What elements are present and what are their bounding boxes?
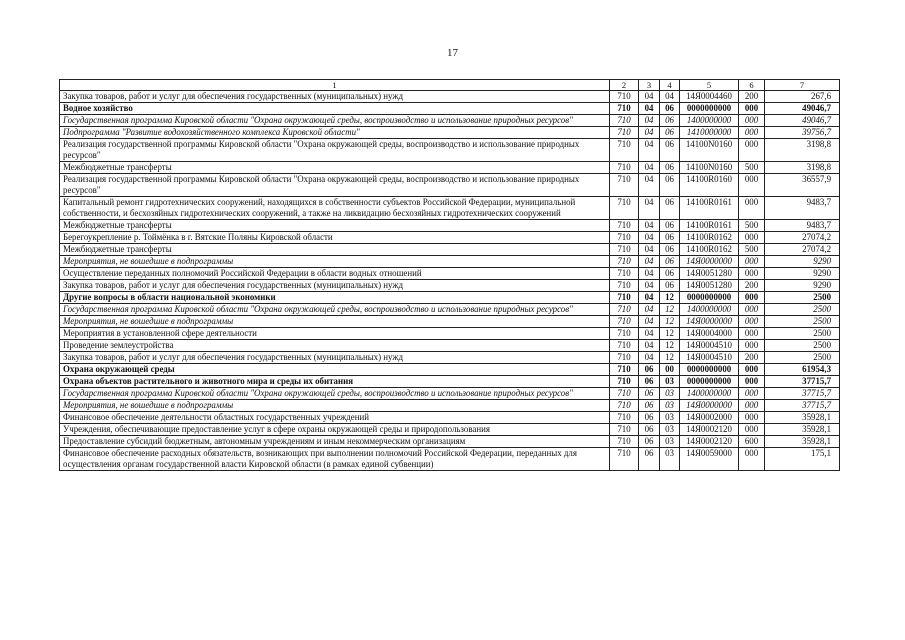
row-code-target: 0000000000 <box>680 103 739 115</box>
row-code-subsection: 03 <box>660 412 680 424</box>
row-code-target: 14Я0000000 <box>680 316 739 328</box>
row-code-target: 14Я0004510 <box>680 352 739 364</box>
row-amount: 3198,8 <box>765 162 840 174</box>
row-code-subsection: 06 <box>660 103 680 115</box>
row-code-section: 04 <box>639 328 660 340</box>
row-code-ministry: 710 <box>610 316 639 328</box>
row-code-section: 04 <box>639 316 660 328</box>
header-col-4: 4 <box>660 80 680 91</box>
row-code-subsection: 12 <box>660 304 680 316</box>
row-code-section: 06 <box>639 400 660 412</box>
row-name: Осуществление переданных полномочий Российской Федерации в области водных отношений <box>60 268 610 280</box>
row-code-expense-type: 000 <box>739 448 765 471</box>
table-row <box>60 424 840 436</box>
row-code-expense-type: 000 <box>739 268 765 280</box>
row-code-section: 04 <box>639 197 660 220</box>
row-name: Капитальный ремонт гидротехнических сооружений, находящихся в собственности субъектов Российской Федерации, муниципальной собственности, и бесхозяйных гидротехнических сооружений, а также на ликвидацию бесхозяйных гидротехнических сооружений <box>60 197 610 220</box>
row-code-target: 14Я0002120 <box>680 436 739 448</box>
table-row <box>60 304 840 316</box>
row-amount: 35928,1 <box>765 436 840 448</box>
row-code-section: 04 <box>639 162 660 174</box>
row-name: Мероприятия, не вошедшие в подпрограммы <box>60 256 610 268</box>
row-code-target: 14100R0161 <box>680 197 739 220</box>
row-code-subsection: 06 <box>660 268 680 280</box>
row-amount: 3198,8 <box>765 139 840 162</box>
row-name: Закупка товаров, работ и услуг для обеспечения государственных (муниципальных) нужд <box>60 91 610 103</box>
row-code-target: 14100R0162 <box>680 232 739 244</box>
row-code-expense-type: 500 <box>739 220 765 232</box>
header-col-1: 1 <box>60 80 610 91</box>
budget-table-container <box>59 79 839 471</box>
table-row <box>60 162 840 174</box>
table-row <box>60 340 840 352</box>
row-code-target: 14Я0002000 <box>680 412 739 424</box>
row-name: Охрана объектов растительного и животного мира и среды их обитания <box>60 376 610 388</box>
row-amount: 9483,7 <box>765 197 840 220</box>
row-name: Реализация государственной программы Кировской области "Охрана окружающей среды, воспроизводство и использование природных ресурсов" <box>60 139 610 162</box>
row-code-subsection: 03 <box>660 436 680 448</box>
row-code-target: 14Я0051280 <box>680 268 739 280</box>
row-code-subsection: 06 <box>660 197 680 220</box>
row-name: Финансовое обеспечение расходных обязательств, возникающих при выполнении полномочий Российской Федерации, переданных для осуществления органам государственной власти Кировской области (в рамках единой субвенции) <box>60 448 610 471</box>
row-name: Государственная программа Кировской области "Охрана окружающей среды, воспроизводство и использование природных ресурсов" <box>60 115 610 127</box>
row-code-section: 04 <box>639 103 660 115</box>
table-row <box>60 280 840 292</box>
row-code-expense-type: 000 <box>739 232 765 244</box>
row-code-expense-type: 200 <box>739 280 765 292</box>
row-code-subsection: 06 <box>660 244 680 256</box>
row-amount: 35928,1 <box>765 412 840 424</box>
row-code-target: 14100R0161 <box>680 220 739 232</box>
row-amount: 9290 <box>765 268 840 280</box>
table-row <box>60 197 840 220</box>
row-amount: 2500 <box>765 316 840 328</box>
row-name: Подпрограмма "Развитие водохозяйственного комплекса Кировской области" <box>60 127 610 139</box>
row-code-target: 0000000000 <box>680 376 739 388</box>
row-code-subsection: 03 <box>660 388 680 400</box>
table-row <box>60 127 840 139</box>
row-code-ministry: 710 <box>610 103 639 115</box>
row-amount: 27074,2 <box>765 244 840 256</box>
row-code-ministry: 710 <box>610 292 639 304</box>
row-name: Охрана окружающей среды <box>60 364 610 376</box>
row-amount: 37715,7 <box>765 400 840 412</box>
row-name: Межбюджетные трансферты <box>60 162 610 174</box>
row-code-ministry: 710 <box>610 115 639 127</box>
row-code-target: 1400000000 <box>680 304 739 316</box>
row-code-expense-type: 000 <box>739 388 765 400</box>
row-code-section: 04 <box>639 340 660 352</box>
row-code-section: 04 <box>639 115 660 127</box>
table-row <box>60 91 840 103</box>
row-code-section: 04 <box>639 139 660 162</box>
row-code-ministry: 710 <box>610 162 639 174</box>
row-amount: 2500 <box>765 340 840 352</box>
table-row <box>60 316 840 328</box>
row-code-subsection: 06 <box>660 139 680 162</box>
row-code-ministry: 710 <box>610 412 639 424</box>
row-code-expense-type: 200 <box>739 91 765 103</box>
row-code-expense-type: 000 <box>739 256 765 268</box>
row-name: Государственная программа Кировской области "Охрана окружающей среды, воспроизводство и использование природных ресурсов" <box>60 388 610 400</box>
row-code-target: 14100R0160 <box>680 174 739 197</box>
row-code-expense-type: 000 <box>739 174 765 197</box>
row-code-ministry: 710 <box>610 328 639 340</box>
row-code-section: 06 <box>639 412 660 424</box>
row-code-subsection: 12 <box>660 328 680 340</box>
table-row <box>60 352 840 364</box>
header-col-3: 3 <box>639 80 660 91</box>
row-name: Государственная программа Кировской области "Охрана окружающей среды, воспроизводство и использование природных ресурсов" <box>60 304 610 316</box>
table-row <box>60 268 840 280</box>
row-code-target: 14100N0160 <box>680 139 739 162</box>
row-amount: 35928,1 <box>765 424 840 436</box>
row-code-section: 06 <box>639 376 660 388</box>
row-amount: 267,6 <box>765 91 840 103</box>
row-code-subsection: 06 <box>660 280 680 292</box>
table-row <box>60 328 840 340</box>
row-name: Межбюджетные трансферты <box>60 244 610 256</box>
row-code-expense-type: 000 <box>739 103 765 115</box>
row-code-target: 14Я0004510 <box>680 340 739 352</box>
row-code-expense-type: 200 <box>739 352 765 364</box>
row-name: Реализация государственной программы Кировской области "Охрана окружающей среды, воспроизводство и использование природных ресурсов" <box>60 174 610 197</box>
row-code-subsection: 12 <box>660 352 680 364</box>
row-name: Учреждения, обеспечивающие предоставление услуг в сфере охраны окружающей среды и природопользования <box>60 424 610 436</box>
row-code-section: 04 <box>639 244 660 256</box>
row-code-ministry: 710 <box>610 436 639 448</box>
row-code-section: 04 <box>639 232 660 244</box>
budget-table <box>59 79 840 471</box>
row-code-ministry: 710 <box>610 424 639 436</box>
row-code-section: 04 <box>639 127 660 139</box>
header-col-7: 7 <box>765 80 840 91</box>
row-name: Мероприятия в установленной сфере деятельности <box>60 328 610 340</box>
row-name: Межбюджетные трансферты <box>60 220 610 232</box>
row-code-subsection: 04 <box>660 91 680 103</box>
row-code-section: 04 <box>639 352 660 364</box>
row-name: Закупка товаров, работ и услуг для обеспечения государственных (муниципальных) нужд <box>60 352 610 364</box>
row-code-ministry: 710 <box>610 220 639 232</box>
row-code-subsection: 00 <box>660 364 680 376</box>
row-amount: 2500 <box>765 304 840 316</box>
row-code-ministry: 710 <box>610 352 639 364</box>
row-code-ministry: 710 <box>610 340 639 352</box>
row-code-section: 06 <box>639 364 660 376</box>
row-code-subsection: 03 <box>660 448 680 471</box>
row-code-target: 1400000000 <box>680 388 739 400</box>
row-code-target: 14Я0000000 <box>680 256 739 268</box>
header-col-5: 5 <box>680 80 739 91</box>
row-code-ministry: 710 <box>610 376 639 388</box>
row-code-target: 0000000000 <box>680 364 739 376</box>
row-code-target: 14Я0051280 <box>680 280 739 292</box>
row-code-ministry: 710 <box>610 400 639 412</box>
row-code-expense-type: 600 <box>739 436 765 448</box>
row-amount: 9483,7 <box>765 220 840 232</box>
table-row <box>60 400 840 412</box>
row-code-target: 14Я0004460 <box>680 91 739 103</box>
table-row <box>60 103 840 115</box>
row-code-expense-type: 500 <box>739 162 765 174</box>
row-code-ministry: 710 <box>610 232 639 244</box>
row-amount: 175,1 <box>765 448 840 471</box>
row-code-section: 06 <box>639 448 660 471</box>
row-code-subsection: 12 <box>660 292 680 304</box>
row-code-section: 04 <box>639 280 660 292</box>
row-code-ministry: 710 <box>610 448 639 471</box>
row-code-expense-type: 000 <box>739 292 765 304</box>
table-body <box>60 91 840 471</box>
table-row <box>60 364 840 376</box>
row-code-ministry: 710 <box>610 388 639 400</box>
row-code-section: 06 <box>639 424 660 436</box>
row-code-section: 04 <box>639 174 660 197</box>
row-code-expense-type: 000 <box>739 127 765 139</box>
table-row <box>60 174 840 197</box>
table-row <box>60 139 840 162</box>
row-code-expense-type: 000 <box>739 316 765 328</box>
row-amount: 2500 <box>765 352 840 364</box>
table-row <box>60 436 840 448</box>
table-row <box>60 244 840 256</box>
row-code-subsection: 03 <box>660 376 680 388</box>
row-amount: 9290 <box>765 280 840 292</box>
row-code-ministry: 710 <box>610 256 639 268</box>
table-row <box>60 388 840 400</box>
row-code-ministry: 710 <box>610 127 639 139</box>
row-code-subsection: 03 <box>660 400 680 412</box>
row-name: Закупка товаров, работ и услуг для обеспечения государственных (муниципальных) нужд <box>60 280 610 292</box>
row-code-ministry: 710 <box>610 244 639 256</box>
row-code-expense-type: 000 <box>739 364 765 376</box>
row-code-expense-type: 000 <box>739 304 765 316</box>
row-name: Водное хозяйство <box>60 103 610 115</box>
table-row <box>60 448 840 471</box>
row-amount: 2500 <box>765 328 840 340</box>
row-code-target: 14Я0004000 <box>680 328 739 340</box>
table-row <box>60 292 840 304</box>
row-name: Мероприятия, не вошедшие в подпрограммы <box>60 316 610 328</box>
row-amount: 36557,9 <box>765 174 840 197</box>
row-amount: 37715,7 <box>765 376 840 388</box>
table-row <box>60 256 840 268</box>
row-code-expense-type: 000 <box>739 400 765 412</box>
row-code-section: 04 <box>639 256 660 268</box>
row-code-target: 14Я0002120 <box>680 424 739 436</box>
row-code-subsection: 12 <box>660 340 680 352</box>
row-code-expense-type: 000 <box>739 340 765 352</box>
row-code-target: 1400000000 <box>680 115 739 127</box>
row-code-expense-type: 000 <box>739 197 765 220</box>
row-code-target: 14Я0000000 <box>680 400 739 412</box>
row-amount: 61954,3 <box>765 364 840 376</box>
row-code-ministry: 710 <box>610 197 639 220</box>
row-name: Мероприятия, не вошедшие в подпрограммы <box>60 400 610 412</box>
row-code-subsection: 03 <box>660 424 680 436</box>
table-row <box>60 115 840 127</box>
row-name: Другие вопросы в области национальной экономики <box>60 292 610 304</box>
row-code-expense-type: 000 <box>739 115 765 127</box>
row-code-ministry: 710 <box>610 364 639 376</box>
row-code-expense-type: 000 <box>739 328 765 340</box>
row-code-expense-type: 000 <box>739 139 765 162</box>
page-number: 17 <box>447 47 458 59</box>
row-code-ministry: 710 <box>610 139 639 162</box>
table-row <box>60 232 840 244</box>
table-row <box>60 412 840 424</box>
row-code-ministry: 710 <box>610 174 639 197</box>
row-code-subsection: 12 <box>660 316 680 328</box>
row-code-expense-type: 000 <box>739 424 765 436</box>
row-name: Предоставление субсидий бюджетным, автономным учреждениям и иным некоммерческим организациям <box>60 436 610 448</box>
table-row <box>60 220 840 232</box>
row-code-section: 04 <box>639 91 660 103</box>
table-header-row <box>60 80 840 91</box>
row-code-section: 04 <box>639 292 660 304</box>
row-amount: 37715,7 <box>765 388 840 400</box>
row-code-ministry: 710 <box>610 280 639 292</box>
row-code-section: 06 <box>639 436 660 448</box>
table-row <box>60 376 840 388</box>
row-code-expense-type: 000 <box>739 412 765 424</box>
row-code-subsection: 06 <box>660 162 680 174</box>
row-code-target: 14100R0162 <box>680 244 739 256</box>
row-code-subsection: 06 <box>660 174 680 197</box>
row-code-target: 0000000000 <box>680 292 739 304</box>
row-name: Финансовое обеспечение деятельности областных государственных учреждений <box>60 412 610 424</box>
row-code-section: 04 <box>639 220 660 232</box>
row-code-ministry: 710 <box>610 268 639 280</box>
row-code-section: 06 <box>639 388 660 400</box>
row-code-target: 14Я0059000 <box>680 448 739 471</box>
row-code-expense-type: 000 <box>739 376 765 388</box>
row-code-section: 04 <box>639 304 660 316</box>
row-code-ministry: 710 <box>610 304 639 316</box>
row-code-target: 1410000000 <box>680 127 739 139</box>
header-col-2: 2 <box>610 80 639 91</box>
header-col-6: 6 <box>739 80 765 91</box>
row-amount: 9290 <box>765 256 840 268</box>
row-amount: 2500 <box>765 292 840 304</box>
row-code-ministry: 710 <box>610 91 639 103</box>
row-amount: 49046,7 <box>765 115 840 127</box>
row-code-section: 04 <box>639 268 660 280</box>
row-code-subsection: 06 <box>660 256 680 268</box>
row-name: Проведение землеустройства <box>60 340 610 352</box>
row-code-subsection: 06 <box>660 220 680 232</box>
row-amount: 39756,7 <box>765 127 840 139</box>
row-amount: 49046,7 <box>765 103 840 115</box>
row-code-target: 14100N0160 <box>680 162 739 174</box>
row-code-expense-type: 500 <box>739 244 765 256</box>
row-code-subsection: 06 <box>660 115 680 127</box>
row-name: Берегоукрепление р. Тоймёнка в г. Вятские Поляны Кировской области <box>60 232 610 244</box>
row-code-subsection: 06 <box>660 232 680 244</box>
row-amount: 27074,2 <box>765 232 840 244</box>
row-code-subsection: 06 <box>660 127 680 139</box>
